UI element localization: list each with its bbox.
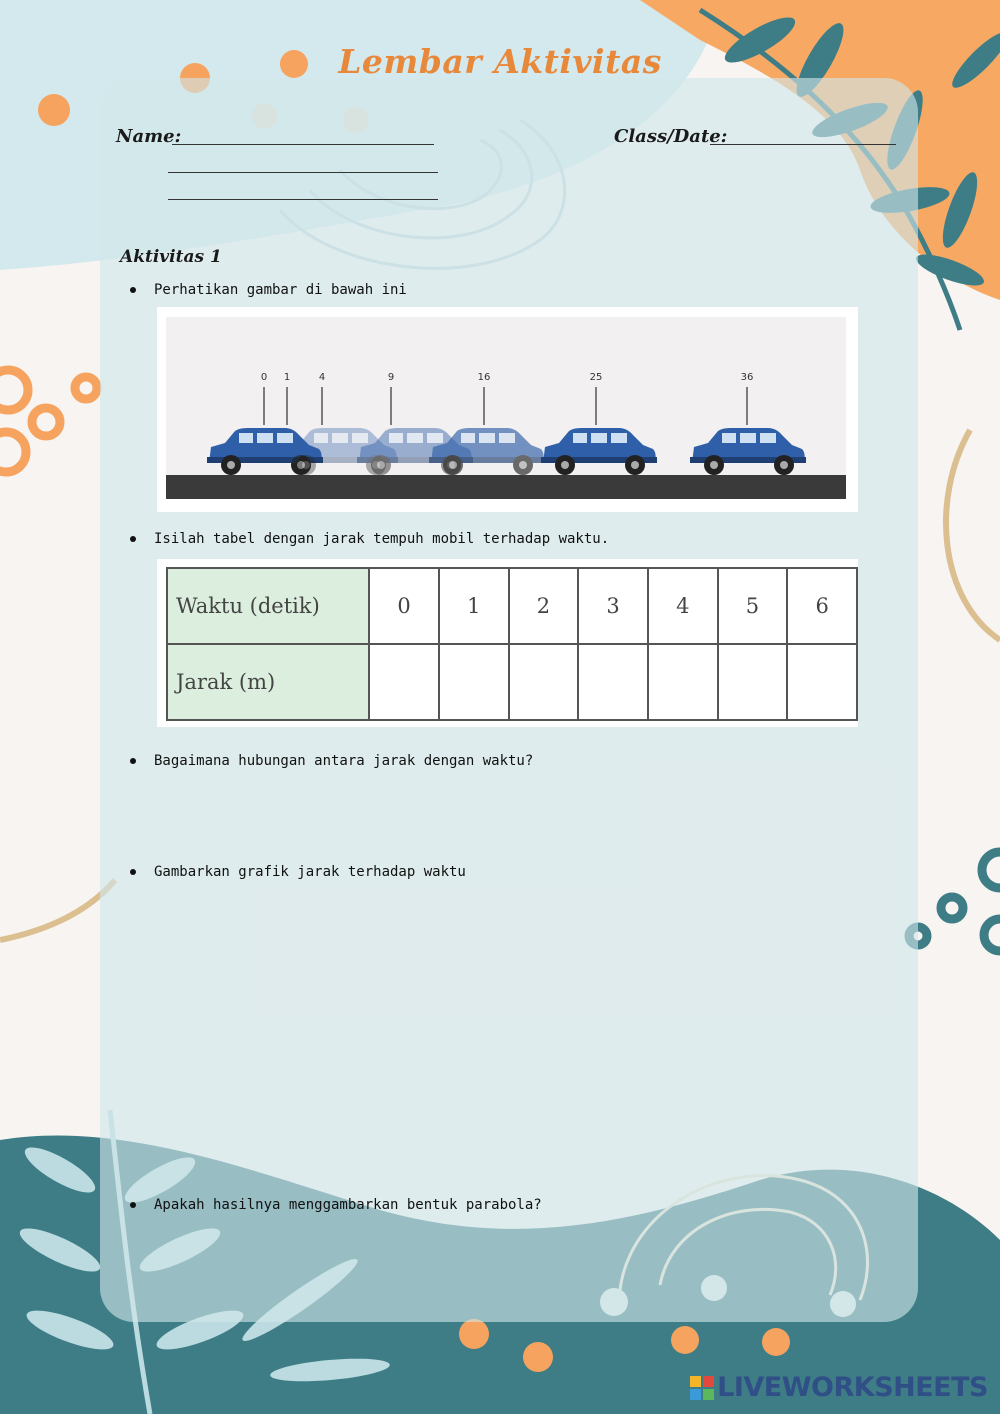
table-row: [167, 568, 857, 644]
cars-illustration: [157, 307, 858, 512]
page-title: Lembar Aktivitas: [338, 42, 662, 81]
distance-marker-label: 0: [260, 372, 268, 383]
time-cell: 3: [578, 568, 648, 644]
list-item-text: Apakah hasilnya menggambarkan bentuk parabola?: [154, 1197, 542, 1213]
list-item-text: Perhatikan gambar di bawah ini: [154, 282, 407, 298]
distance-input-cell[interactable]: [787, 644, 857, 720]
distance-marker-label: 16: [477, 372, 491, 383]
name-line-2[interactable]: [168, 172, 438, 173]
section-heading: Aktivitas 1: [120, 247, 222, 267]
class-date-label: Class/Date:: [614, 126, 728, 147]
distance-marker-label: 36: [740, 372, 754, 383]
distance-input-cell[interactable]: [578, 644, 648, 720]
liveworksheets-logo-icon: [689, 1375, 715, 1401]
name-label: Name:: [116, 126, 182, 147]
list-item: [130, 1197, 542, 1213]
list-item: [130, 753, 533, 769]
list-item: [130, 282, 407, 298]
class-date-line[interactable]: [710, 144, 896, 145]
list-item-text: Bagaimana hubungan antara jarak dengan waktu?: [154, 753, 534, 769]
brand-text: LIVEWORKSHEETS: [717, 1372, 988, 1403]
distance-input-cell[interactable]: [439, 644, 509, 720]
distance-input-cell[interactable]: [718, 644, 788, 720]
distance-input-cell[interactable]: [369, 644, 439, 720]
bullet-icon: [130, 758, 136, 764]
time-cell: 0: [369, 568, 439, 644]
name-line-1[interactable]: [172, 144, 434, 145]
time-cell: 1: [439, 568, 509, 644]
distance-input-cell[interactable]: [648, 644, 718, 720]
name-line-3[interactable]: [168, 199, 438, 200]
list-item: [130, 531, 609, 547]
bullet-icon: [130, 536, 136, 542]
time-cell: 2: [509, 568, 579, 644]
cars-figure: [157, 307, 858, 512]
time-row-header: Waktu (detik): [167, 568, 369, 644]
list-item-text: Isilah tabel dengan jarak tempuh mobil terhadap waktu.: [154, 531, 610, 547]
time-cell: 6: [787, 568, 857, 644]
bullet-icon: [130, 1202, 136, 1208]
time-distance-table-card: [157, 559, 858, 727]
distance-marker-label: 4: [318, 372, 326, 383]
time-distance-table: [166, 567, 858, 721]
list-item: [130, 864, 466, 880]
distance-marker-label: 25: [589, 372, 603, 383]
distance-row-header: Jarak (m): [167, 644, 369, 720]
liveworksheets-brand[interactable]: [689, 1372, 988, 1403]
distance-marker-label: 9: [387, 372, 395, 383]
time-cell: 4: [648, 568, 718, 644]
bullet-icon: [130, 869, 136, 875]
bullet-icon: [130, 287, 136, 293]
distance-input-cell[interactable]: [509, 644, 579, 720]
table-row: [167, 644, 857, 720]
distance-marker-label: 1: [283, 372, 291, 383]
list-item-text: Gambarkan grafik jarak terhadap waktu: [154, 864, 466, 880]
time-cell: 5: [718, 568, 788, 644]
